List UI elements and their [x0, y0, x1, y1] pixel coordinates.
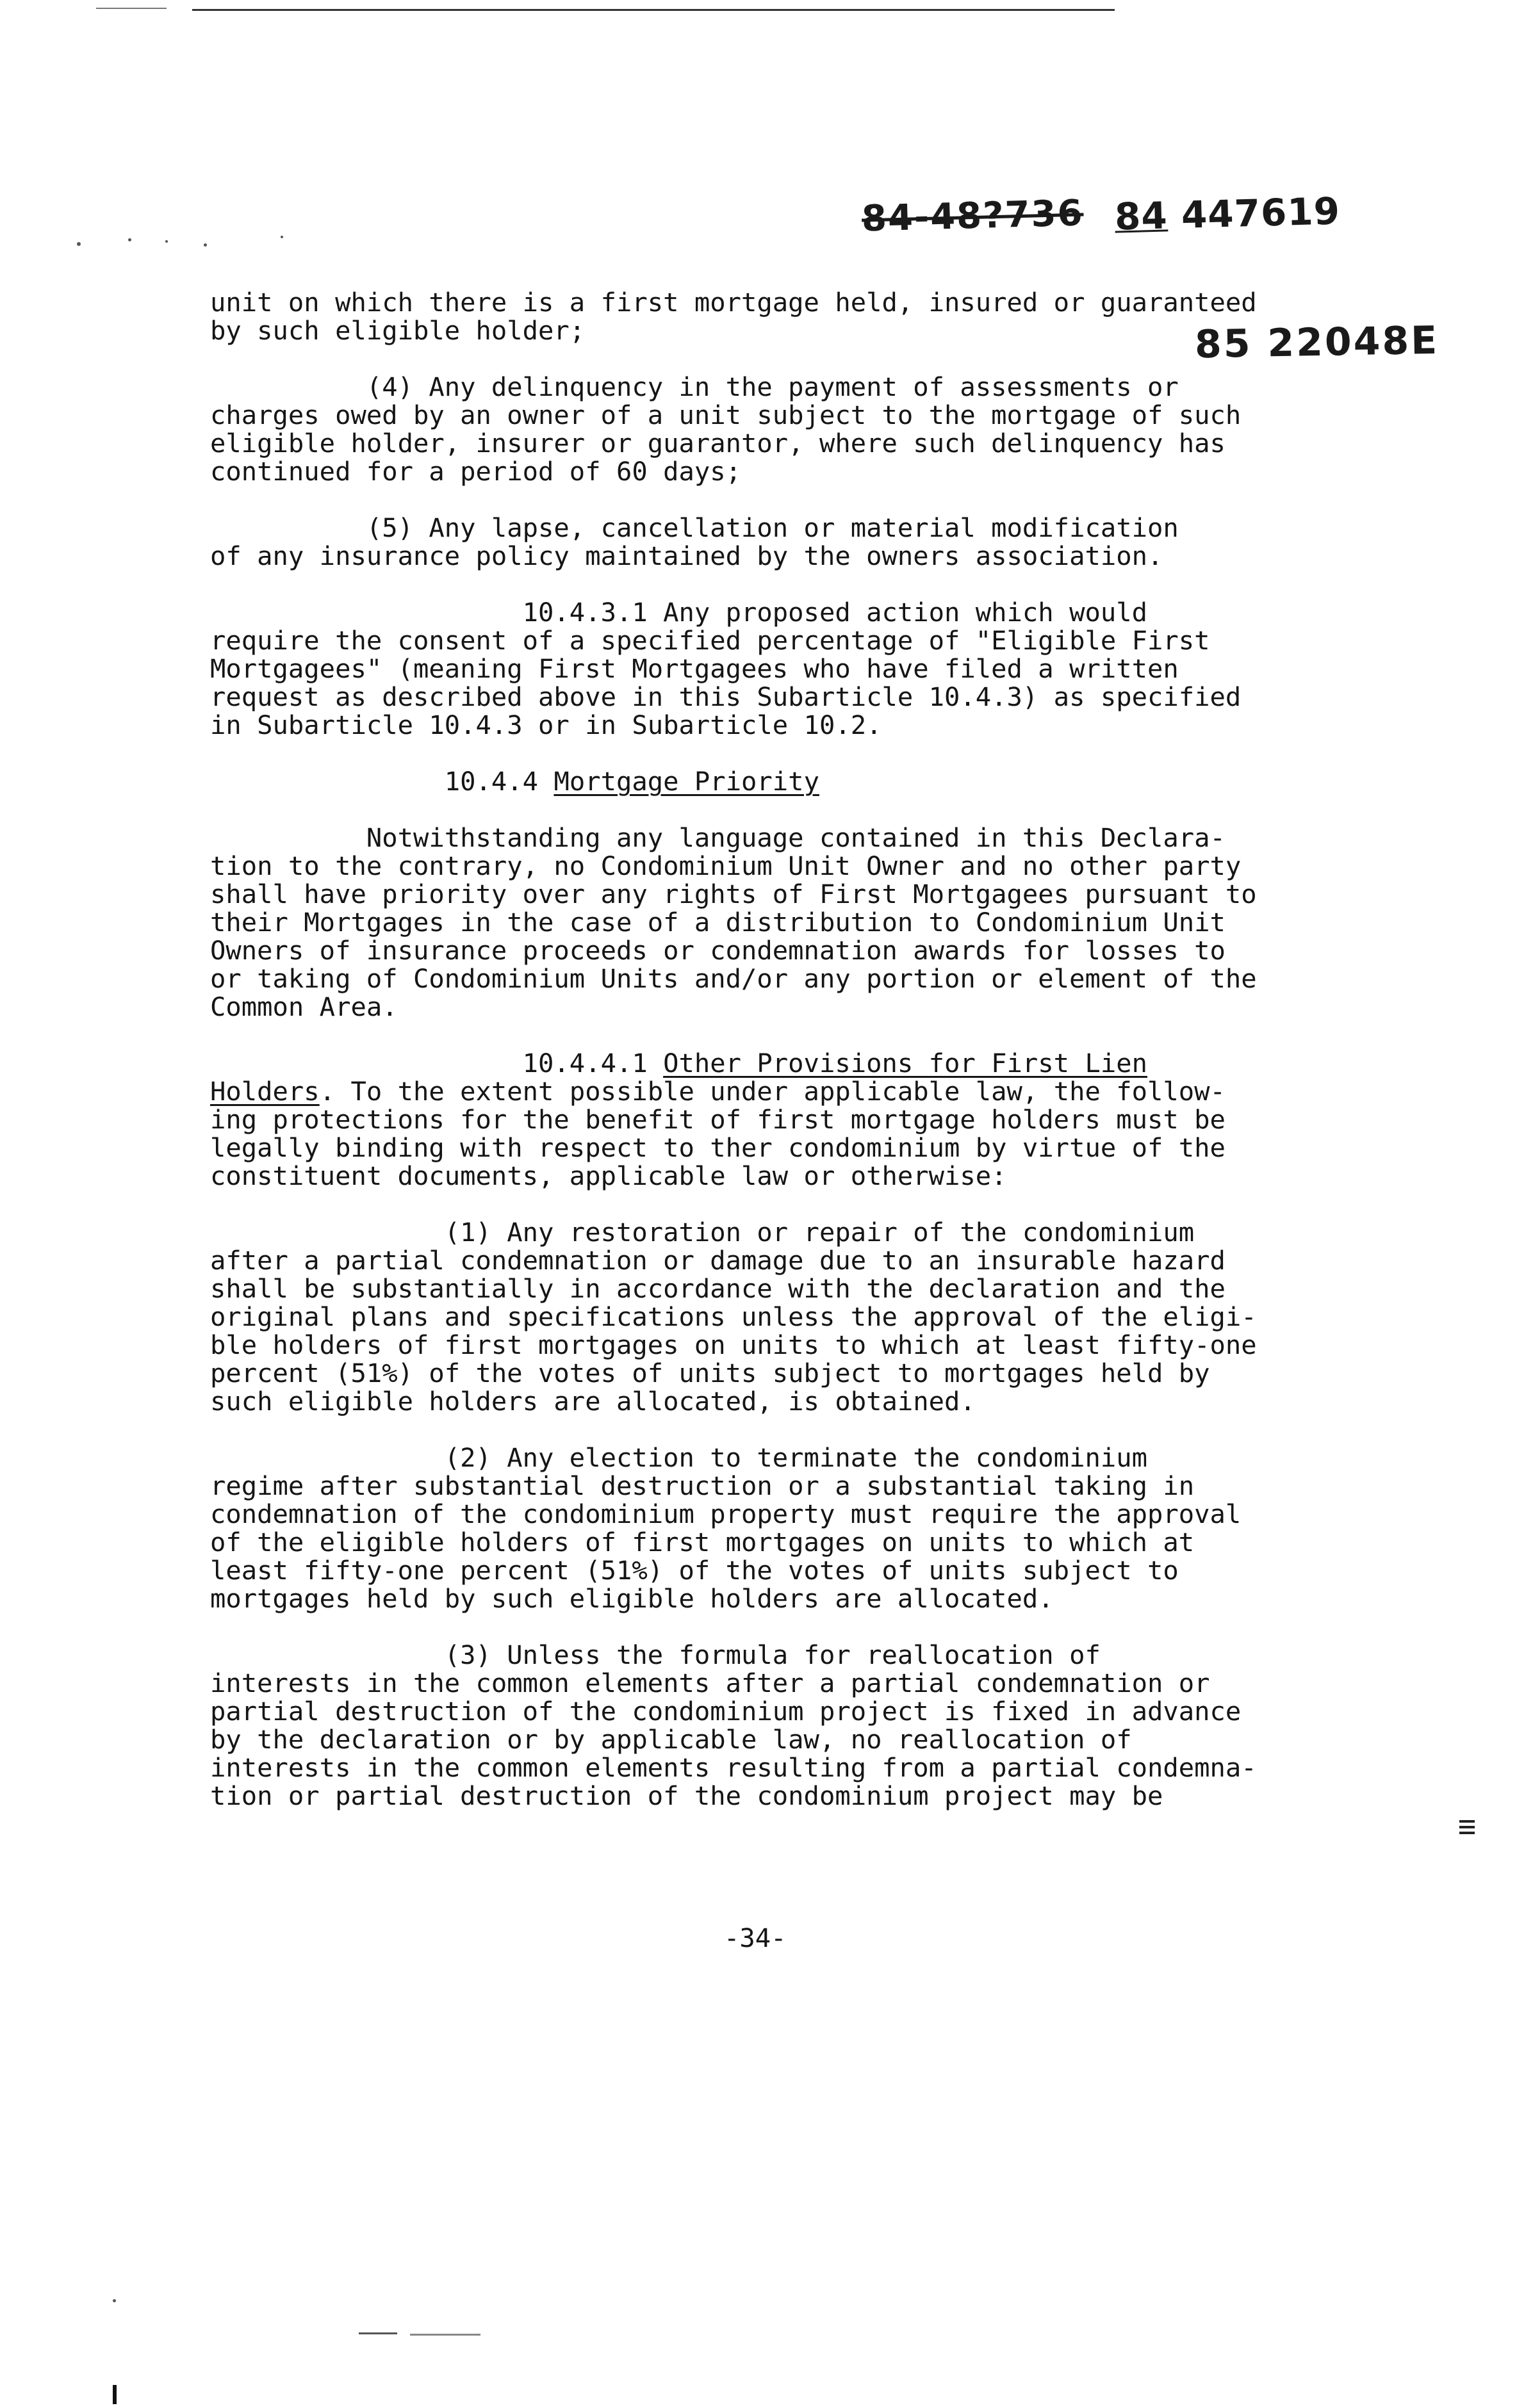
text-line: tion to the contrary, no Condominium Unit Owner and no other party	[210, 850, 1242, 881]
crossed-out-document-number: 84-48?736	[861, 192, 1085, 240]
text-line: ing protections for the benefit of first mortgage holders must be	[210, 1104, 1226, 1135]
text-line: regime after substantial destruction or a substantial taking in	[210, 1470, 1195, 1501]
text-line: unit on which there is a first mortgage held, insured or guaranteed	[210, 287, 1257, 318]
blank-line	[210, 570, 1350, 598]
text-line: of any insurance policy maintained by the owners association.	[210, 541, 1163, 571]
text-line: interests in the common elements after a partial condemnation or	[210, 1668, 1210, 1698]
text-line: 10.4.3.1 Any proposed action which would	[210, 597, 1147, 628]
margin-bar-icon	[1459, 1820, 1475, 1846]
text-line: legally binding with respect to ther condominium by virtue of the	[210, 1132, 1226, 1163]
scan-margin-mark	[113, 2385, 117, 2404]
underlined-heading: Holders	[210, 1076, 320, 1107]
text-line: by the declaration or by applicable law, no reallocation of	[210, 1724, 1132, 1755]
text-line: original plans and specifications unless the approval of the eligi-	[210, 1301, 1257, 1332]
blank-line	[210, 1415, 1350, 1444]
scan-speck	[410, 2334, 480, 2336]
text-line: Owners of insurance proceeds or condemnation awards for losses to	[210, 935, 1226, 966]
text-line: request as described above in this Subarticle 10.4.3) as specified	[210, 681, 1242, 712]
blank-line	[210, 739, 1350, 767]
text-line: (4) Any delinquency in the payment of assessments or	[210, 371, 1179, 402]
text-line: such eligible holders are allocated, is obtained.	[210, 1386, 976, 1417]
text-line: (2) Any election to terminate the condominium	[210, 1442, 1147, 1473]
blank-line	[210, 485, 1350, 514]
text-line: least fifty-one percent (51%) of the votes of units subject to	[210, 1555, 1179, 1586]
scan-top-rule	[192, 9, 1115, 11]
text-line: Holders. To the extent possible under applicable law, the follow-	[210, 1076, 1226, 1107]
text-line: condemnation of the condominium property must require the approval	[210, 1499, 1242, 1529]
document-number-suffix: 447619	[1181, 189, 1341, 237]
text-line: continued for a period of 60 days;	[210, 456, 742, 487]
text-line: their Mortgages in the case of a distribution to Condominium Unit	[210, 907, 1226, 938]
blank-line	[210, 1190, 1350, 1218]
text-line: (1) Any restoration or repair of the condominium	[210, 1217, 1195, 1248]
text-line: ble holders of first mortgages on units to which at least fifty-one	[210, 1330, 1257, 1360]
document-number-prefix: 84	[1114, 193, 1168, 239]
text-line: Notwithstanding any language contained in this Declara-	[210, 822, 1226, 853]
text-line: constituent documents, applicable law or otherwise:	[210, 1160, 1007, 1191]
text-line: (3) Unless the formula for reallocation of	[210, 1639, 1101, 1670]
text-line: after a partial condemnation or damage due to an insurable hazard	[210, 1245, 1226, 1276]
scan-artifact-line	[96, 8, 167, 9]
text-line: 10.4.4.1 Other Provisions for First Lien	[210, 1048, 1147, 1078]
text-line: require the consent of a specified percentage of "Eligible First	[210, 625, 1210, 656]
text-line: partial destruction of the condominium project is fixed in advance	[210, 1696, 1242, 1727]
text-line: shall have priority over any rights of First Mortgagees pursuant to	[210, 879, 1257, 909]
scan-speck	[204, 243, 207, 247]
document-body	[210, 288, 1350, 1810]
blank-line	[210, 1021, 1350, 1049]
document-number-stamp	[1114, 189, 1341, 238]
blank-line	[210, 1613, 1350, 1641]
text-line: tion or partial destruction of the condominium project may be	[210, 1780, 1163, 1811]
text-line: 10.4.4 Mortgage Priority	[210, 766, 819, 797]
scan-speck	[281, 236, 283, 238]
text-line: of the eligible holders of first mortgages on units to which at	[210, 1527, 1195, 1558]
text-line: or taking of Condominium Units and/or any portion or element of the	[210, 963, 1257, 994]
underlined-heading: Other Provisions for First Lien	[663, 1048, 1147, 1078]
scan-speck	[165, 240, 168, 243]
recording-number-stamp: 85 22048E	[1194, 318, 1439, 368]
text-line: in Subarticle 10.4.3 or in Subarticle 10.2.	[210, 710, 882, 740]
text-line: interests in the common elements resulting from a partial condemna-	[210, 1752, 1257, 1783]
blank-line	[210, 795, 1350, 824]
text-line: shall be substantially in accordance with the declaration and the	[210, 1273, 1226, 1304]
scan-speck	[77, 242, 81, 246]
scan-speck	[113, 2299, 116, 2302]
underlined-heading: Mortgage Priority	[554, 766, 819, 797]
text-line: (5) Any lapse, cancellation or material modification	[210, 512, 1179, 543]
blank-line	[210, 345, 1350, 373]
page-number: -34-	[724, 1923, 787, 1953]
scan-speck	[128, 238, 131, 241]
text-line: mortgages held by such eligible holders are allocated.	[210, 1583, 1054, 1614]
text-line: Mortgagees" (meaning First Mortgagees who have filed a written	[210, 653, 1179, 684]
text-line: charges owed by an owner of a unit subject to the mortgage of such	[210, 400, 1242, 430]
text-line: by such eligible holder;	[210, 315, 586, 346]
text-line: Common Area.	[210, 991, 398, 1022]
scan-speck	[359, 2332, 397, 2334]
text-line: eligible holder, insurer or guarantor, where such delinquency has	[210, 428, 1226, 459]
text-line: percent (51%) of the votes of units subject to mortgages held by	[210, 1358, 1210, 1388]
